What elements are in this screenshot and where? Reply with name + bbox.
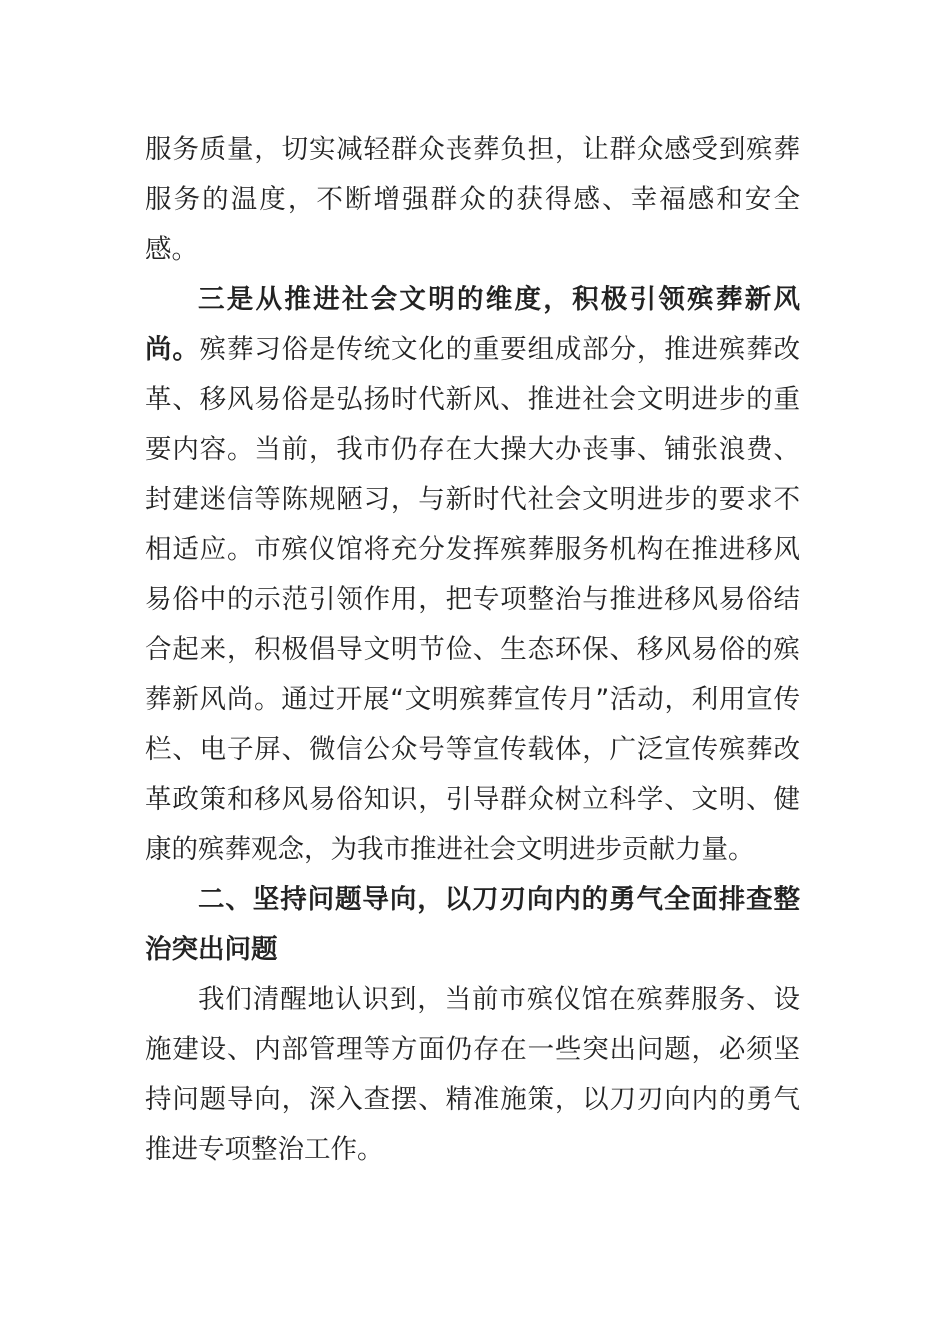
paragraph-text: 殡葬习俗是传统文化的重要组成部分，推进殡葬改革、移风易俗是弘扬时代新风、推进社会文明进步的重要内容。当前，我市仍存在大操大办丧事、铺张浪费、封建迷信等陈规陋习，与新时代社会文明进步的要求不相适应。市殡仪馆将充分发挥殡葬服务机构在推进移风易俗中的示范引领作用，把专项整治与推进移风易俗结合起来，积极倡导文明节俭、生态环保、移风易俗的殡葬新风尚。通过开展“文明殡葬宣传月”活动，利用宣传栏、电子屏、微信公众号等宣传载体，广泛宣传殡葬改革政策和移风易俗知识，引导群众树立科学、文明、健康的殡葬观念，为我市推进社会文明进步贡献力量。 [145,334,801,865]
paragraph-text: 我们清醒地认识到，当前市殡仪馆在殡葬服务、设施建设、内部管理等方面仍存在一些突出问题，必须坚持问题导向，深入查摆、精准施策，以刀刃向内的勇气推进专项整治工作。 [145,984,800,1165]
paragraph-lead-bold: 三是从推进社会文明的维度，积极引领殡葬新风尚。 [145,284,800,365]
paragraph-section-intro [145,975,800,1175]
paragraph-point-three [145,275,800,875]
document-body [145,125,800,1175]
paragraph-continuation [145,125,800,275]
paragraph-text: 服务质量，切实减轻群众丧葬负担，让群众感受到殡葬服务的温度，不断增强群众的获得感、幸福感和安全感。 [145,134,800,265]
section-heading: 二、坚持问题导向，以刀刃向内的勇气全面排查整治突出问题 [145,884,800,965]
